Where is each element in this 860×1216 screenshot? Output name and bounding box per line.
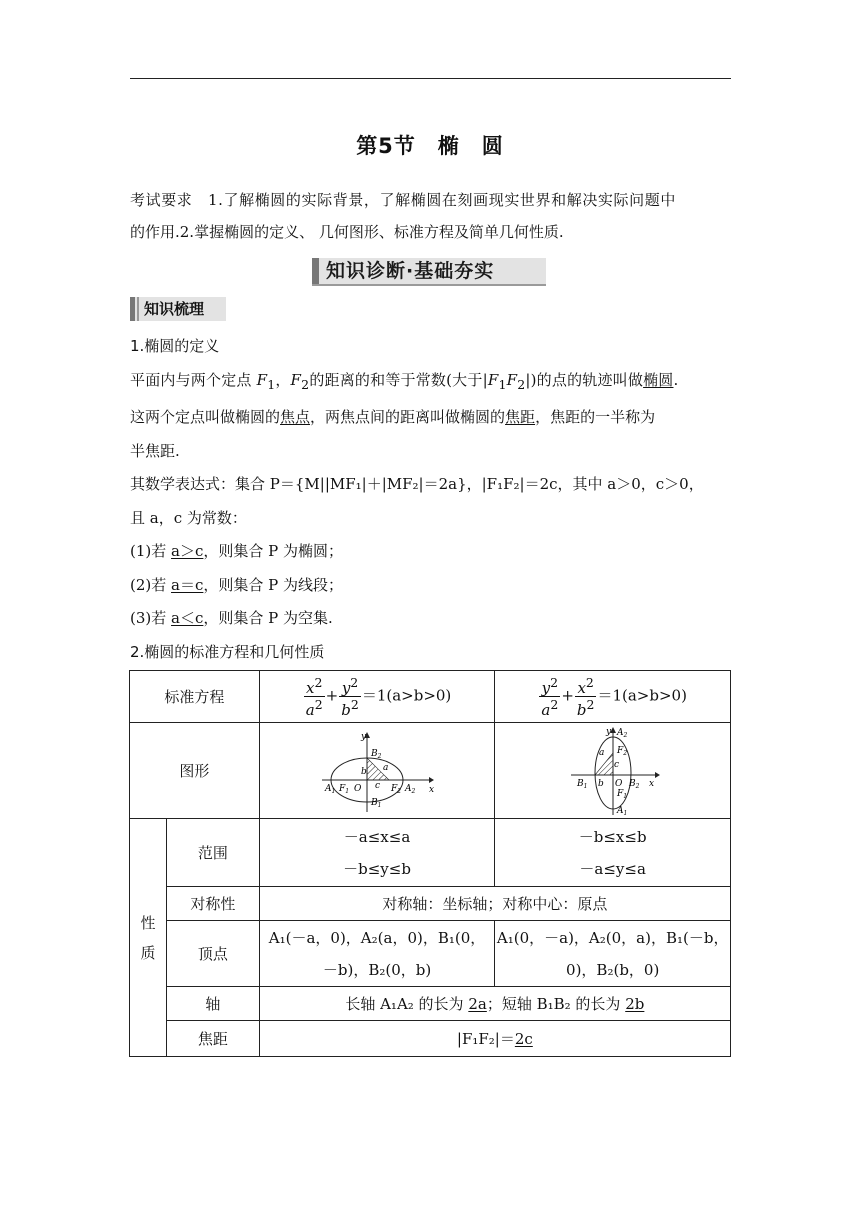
figure-horizontal-ellipse: [259, 723, 495, 819]
svg-text:O: O: [614, 778, 623, 789]
symmetry-value: 对称轴：坐标轴；对称中心：原点: [259, 887, 730, 921]
section-1-heading: 1.椭圆的定义: [130, 337, 220, 355]
svg-text:x: x: [429, 784, 435, 795]
label-focal-distance: 焦距: [166, 1021, 259, 1057]
label-axis: 轴: [166, 987, 259, 1021]
expression-line-1: 其数学表达式：集合 P＝{M||MF₁|＋|MF₂|＝2a}，|F₁F₂|＝2c，其中 a＞0，c＞0，: [130, 475, 704, 493]
exam-requirements: [130, 184, 731, 248]
axis-value: 长轴 A₁A₂ 的长为 2a；短轴 B₁B₂ 的长为 2b: [259, 987, 730, 1021]
label-figure: 图形: [130, 723, 260, 819]
svg-text:F1: $F_1$: [339, 783, 350, 795]
svg-text:b: b: [597, 778, 604, 789]
banner-text: 知识诊断·基础夯实: [326, 260, 495, 282]
term-focus: 焦点: [280, 408, 311, 426]
svg-text:B1: $B_1$: [576, 778, 588, 790]
label-symmetry: 对称性: [166, 887, 259, 921]
svg-text:O: O: [354, 783, 362, 794]
definition-section: [130, 330, 731, 669]
definition-line-1: 平面内与两个定点 $F_1$，$F_2$的距离的和等于常数(大于$|F_1F_2|$)的点的轨迹叫做椭圆.: [130, 370, 679, 392]
case-2: (2)若 a＝c，则集合 P 为线段；: [130, 575, 344, 594]
svg-text:a: a: [598, 747, 605, 758]
expression-line-2: 且 a，c 为常数：: [130, 508, 247, 527]
subheading: [130, 297, 226, 321]
definition-line-2: 这两个定点叫做椭圆的焦点，两焦点间的距离叫做椭圆的焦距，焦距的一半称为: [130, 408, 656, 426]
svg-text:b: b: [361, 766, 367, 777]
svg-text:c: c: [375, 780, 381, 791]
section-banner: [312, 258, 546, 286]
svg-text:x: x: [648, 778, 654, 789]
label-vertices: 顶点: [166, 921, 259, 987]
svg-text:c: c: [613, 759, 619, 770]
requirements-line-1: 考试要求 1.了解椭圆的实际背景，了解椭圆在刻画现实世界和解决实际问题中: [130, 191, 676, 209]
section-2-heading: 2.椭圆的标准方程和几何性质: [130, 642, 325, 661]
term-ellipse: 椭圆: [643, 370, 674, 389]
figure-vertical-ellipse: [495, 723, 731, 819]
row-focal-distance: [130, 1021, 731, 1057]
focal-distance-value: |F₁F₂|＝2c: [259, 1021, 730, 1057]
row-figure: [130, 723, 731, 819]
case-1: (1)若 a＞c，则集合 P 为椭圆；: [130, 542, 344, 560]
svg-text:A1: $A_1$: [616, 805, 627, 817]
subheading-text: 知识梳理: [144, 300, 205, 318]
svg-text:F1: $F_1$: [616, 788, 627, 800]
row-standard-equation: [130, 671, 731, 723]
svg-text:y: y: [605, 726, 611, 737]
svg-text:B2: $B_2$: [628, 778, 640, 790]
label-standard-equation: 标准方程: [130, 671, 260, 723]
svg-text:A2: $A_2$: [405, 783, 416, 795]
svg-text:A2: $A_2$: [616, 727, 627, 739]
label-range: 范围: [166, 819, 259, 887]
svg-text:a: a: [383, 762, 389, 773]
term-focal-distance: 焦距: [505, 408, 536, 426]
header-rule: [130, 78, 731, 79]
page-title: 第5节 椭 圆: [356, 134, 504, 158]
case-3: (3)若 a＜c，则集合 P 为空集.: [130, 609, 333, 627]
vertices-vertical: A₁(0，－a)，A₂(0，a)，B₁(－b， 0)，B₂(b，0): [495, 921, 731, 987]
svg-text:F2: $F_2$: [616, 745, 627, 757]
vertices-horizontal: A₁(－a，0)，A₂(a，0)，B₁(0， －b)，B₂(0，b): [259, 921, 495, 987]
label-properties: 性 质: [130, 819, 167, 1057]
row-axis: [130, 987, 731, 1021]
properties-table: [129, 670, 731, 1057]
equation-vertical: $\frac{y^2}{a^2}$ + $\frac{x^2}{b^2}$ ＝1(a>b>0): [495, 671, 731, 723]
svg-text:B2: $B_2$: [371, 748, 382, 760]
svg-text:F2: $F_2$: [391, 783, 402, 795]
svg-text:B1: $B_1$: [371, 797, 382, 809]
definition-line-3: 半焦距.: [130, 441, 180, 460]
svg-text:y: y: [361, 731, 367, 742]
range-vertical: －b≤x≤b －a≤y≤a: [495, 819, 731, 887]
requirements-line-2: 的作用.2.掌握椭圆的定义、 几何图形、标准方程及简单几何性质.: [130, 223, 564, 241]
row-vertices: [130, 921, 731, 987]
row-symmetry: [130, 887, 731, 921]
equation-horizontal: $\frac{x^2}{a^2}$ + $\frac{y^2}{b^2}$ ＝1(a>b>0): [259, 671, 495, 723]
svg-text:A1: $A_1$: [325, 783, 336, 795]
range-horizontal: －a≤x≤a －b≤y≤b: [259, 819, 495, 887]
row-range: [130, 819, 731, 887]
